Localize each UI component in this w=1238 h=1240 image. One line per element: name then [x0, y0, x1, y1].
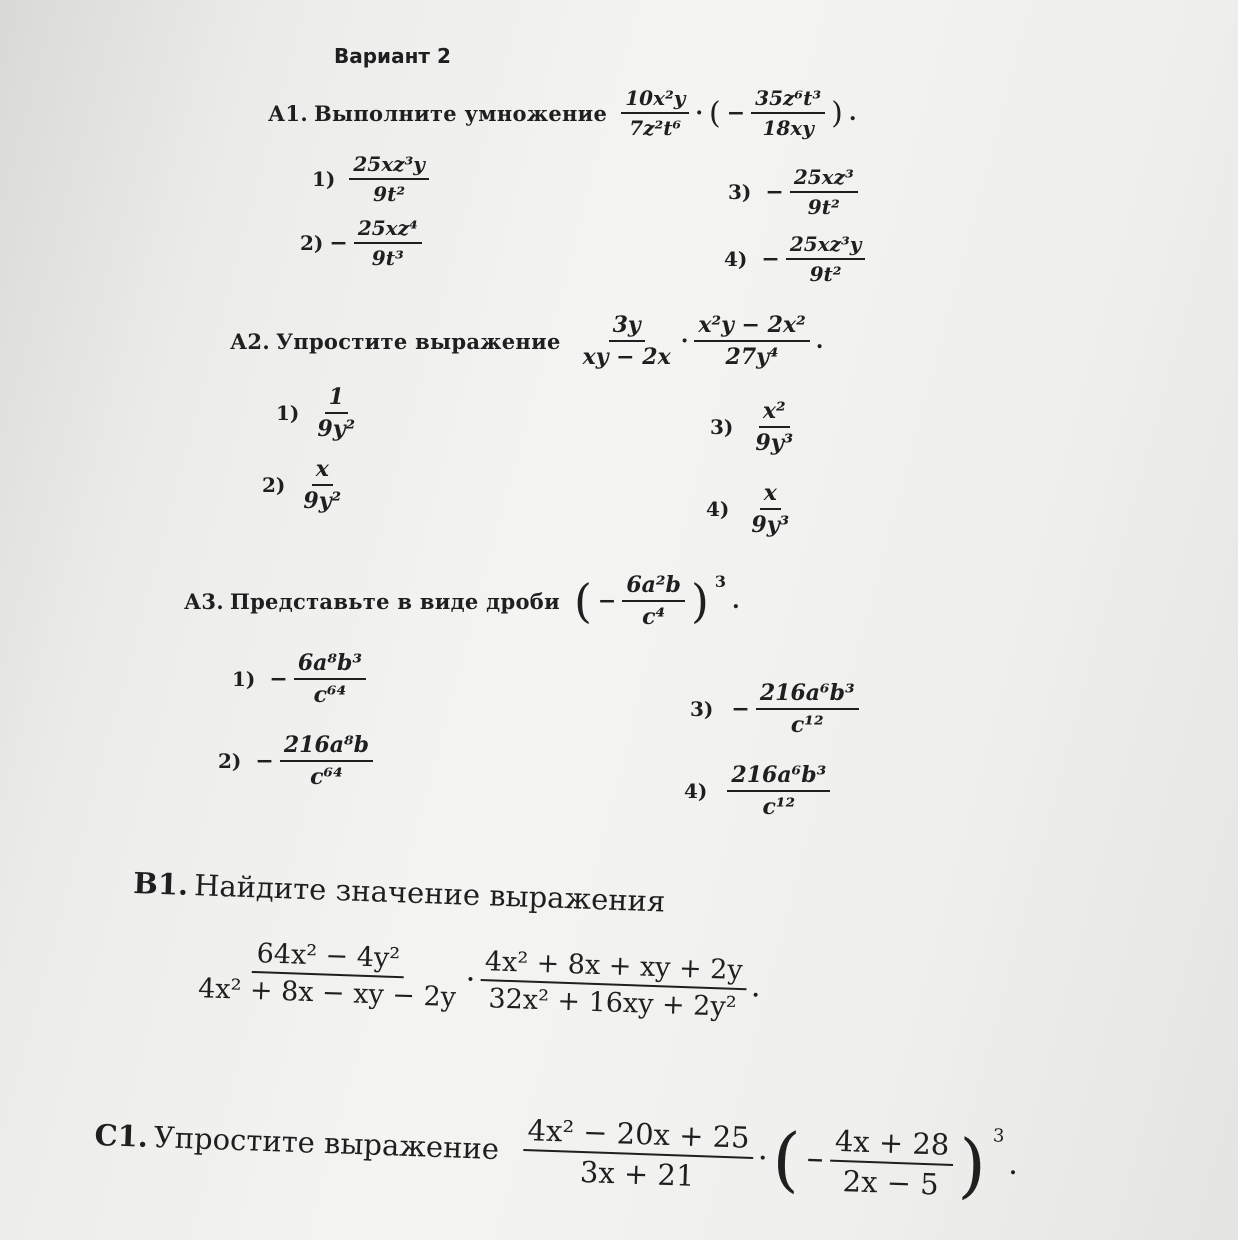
b1-prompt: Найдите значение выражения: [193, 868, 666, 919]
a1-option-3: 3) − $\frac{\text{25xz³}}{\text{9t²}}$: [728, 165, 858, 219]
a2-option-3: 3) $\frac{\text{x²}}{\text{9y³}}$: [710, 398, 794, 456]
a3-option-3: 3) − $\frac{\text{216a⁶b³}}{\text{c¹²}}$: [690, 680, 859, 738]
b1-expression: $\frac{\text{64x² − 4y²}}{\text{4x² + 8x − xy − 2y}}$ · $\frac{\text{4x² + 8x + xy + 2y}}{\text{32x² + 16xy + 2y²}}$ .: [194, 936, 761, 1024]
a1-fraction-2: $\frac{\text{35z⁶t³}}{18xy}$: [751, 86, 825, 140]
a3-option-4: 4) $\frac{\text{216a⁶b³}}{\text{c¹²}}$: [684, 762, 830, 820]
a3-prompt: Представьте в виде дроби: [229, 588, 560, 614]
a3-option-2: 2) − $\frac{\text{216a⁸b}}{\text{c⁶⁴}}$: [218, 732, 373, 790]
b1-fraction-1: $\frac{\text{64x² − 4y²}}{\text{4x² + 8x − xy − 2y}}$: [197, 938, 457, 1014]
a2-fraction-1: $\frac{3y}{xy - 2x}$: [582, 312, 671, 370]
question-a1: А1. Выполните умножение $\frac{\text{10x²y}}{\text{7z²t⁶}}$ · ( − $\frac{\text{35z⁶t³}}{18xy}$ ) .: [268, 86, 857, 140]
question-b1: [133, 866, 666, 919]
a1-option-4: 4) − $\frac{\text{25xz³y}}{\text{9t²}}$: [724, 232, 865, 286]
question-a2: А2. Упростите выражение $\frac{3y}{xy - 2x}$ · $\frac{\text{x²y − 2x²}}{\text{27y⁴}}$ .: [230, 312, 824, 370]
c1-label: С1.: [93, 1117, 149, 1154]
a1-prompt: Выполните умножение: [313, 100, 608, 126]
a3-option-1: 1) − $\frac{\text{6a⁸b³}}{\text{c⁶⁴}}$: [232, 650, 366, 708]
question-a3: А3. Представьте в виде дроби ( − $\frac{\text{6a²b}}{\text{c⁴}}$ ) 3 .: [184, 572, 740, 630]
a2-prompt: Упростите выражение: [275, 328, 561, 354]
c1-prompt: Упростите выражение: [153, 1120, 500, 1167]
b1-label: В1.: [132, 866, 189, 902]
a3-label: А3.: [184, 588, 224, 614]
b1-fraction-2: $\frac{\text{4x² + 8x + xy + 2y}}{\text{32x² + 16xy + 2y²}}$: [479, 946, 747, 1023]
a2-fraction-2: $\frac{\text{x²y − 2x²}}{\text{27y⁴}}$: [694, 312, 809, 370]
c1-fraction-1: $\frac{\text{4x² − 20x + 25}}{3x + 21}$: [522, 1113, 755, 1195]
a2-label: А2.: [230, 328, 270, 354]
a2-option-4: 4) $\frac{x}{\text{9y³}}$: [706, 480, 790, 538]
a2-option-1: 1) $\frac{1}{\text{9y²}}$: [276, 384, 356, 442]
a1-option-1: 1) $\frac{\text{25xz³y}}{\text{9t²}}$: [312, 152, 429, 206]
a3-fraction: $\frac{\text{6a²b}}{\text{c⁴}}$: [622, 572, 685, 630]
variant-title: Вариант 2: [334, 44, 451, 68]
question-c1: С1. Упростите выражение $\frac{\text{4x² − 20x + 25}}{3x + 21}$ · ( − $\frac{4x + 28}{2x - 5}$ ) 3 .: [93, 1113, 1018, 1208]
a1-option-2: 2) − $\frac{\text{25xz⁴}}{\text{9t³}}$: [300, 216, 422, 270]
c1-fraction-2: $\frac{4x + 28}{2x - 5}$: [829, 1124, 954, 1202]
a2-option-2: 2) $\frac{x}{\text{9y²}}$: [262, 456, 342, 514]
a1-label: А1.: [268, 100, 308, 126]
a1-fraction-1: $\frac{\text{10x²y}}{\text{7z²t⁶}}$: [621, 86, 689, 140]
